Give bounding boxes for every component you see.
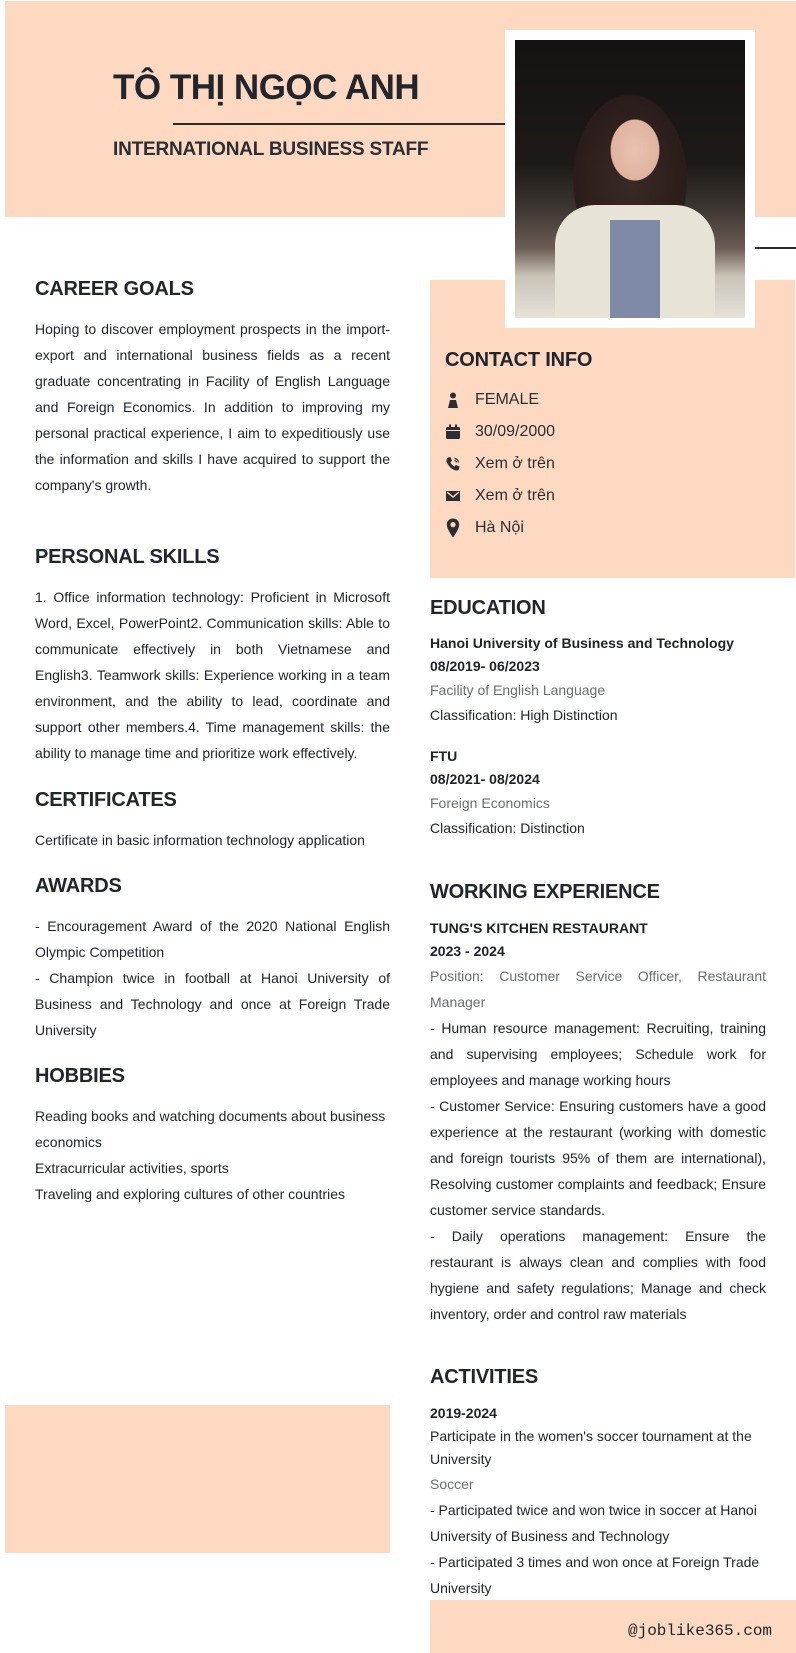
contact-value: Xem ở trên [475, 487, 555, 504]
candidate-name: TÔ THỊ NGỌC ANH [113, 68, 420, 107]
contact-value: Xem ở trên [475, 455, 555, 472]
contact-value: 30/09/2000 [475, 423, 556, 440]
education-item [430, 632, 766, 728]
contact-value: Hà Nội [475, 519, 524, 536]
contact-value: FEMALE [475, 391, 540, 408]
education-major: Facility of English Language [430, 682, 606, 698]
hobby-item: Traveling and exploring cultures of other countries [35, 1186, 345, 1202]
experience-item [430, 917, 766, 1327]
education-major: Foreign Economics [430, 795, 550, 811]
personal-skills-title: PERSONAL SKILLS [35, 546, 220, 568]
hobby-item: Reading books and watching documents about business economics [35, 1108, 386, 1150]
activity-role: Soccer [430, 1476, 474, 1492]
photo-frame [505, 30, 755, 328]
experience-title: WORKING EXPERIENCE [430, 881, 660, 903]
activity-detail: - Participated twice and won twice in soccer at Hanoi University of Business and Technology [430, 1502, 757, 1544]
contact-item-gender [445, 384, 555, 416]
education-item [430, 745, 766, 841]
activity-name: Participate in the women's soccer tournament at the University [430, 1428, 752, 1467]
person-icon [445, 392, 461, 408]
hobby-item: Extracurricular activities, sports [35, 1160, 229, 1176]
school-name: FTU [430, 748, 458, 764]
education-classification: Classification: High Distinction [430, 707, 618, 723]
decorative-block [5, 1405, 390, 1553]
contact-item-birthday [445, 416, 555, 448]
education-classification: Classification: Distinction [430, 820, 585, 836]
contact-item-email[interactable] [445, 480, 555, 512]
personal-skills-text: 1. Office information technology: Proficient in Microsoft Word, Excel, PowerPoint2. Communication skills: Able to communicate effectively in both Vietnamese and English3. Teamwork skills: Experience working in a team environment, and the ability to lead, coordinate and support other members.4. Time management skills: the ability to manage time and prioritize work effectively. [35, 589, 390, 761]
experience-detail: - Customer Service: Ensuring customers have a good experience at the restaurant (working with domestic and foreign tourists 95% of them are international), Resolving customer complaints and feedback; Ensure customer service standards. [430, 1098, 766, 1218]
award-item: - Encouragement Award of the 2020 National English Olympic Competition [35, 918, 390, 960]
activity-period: 2019-2024 [430, 1405, 497, 1421]
experience-position: Position: Customer Service Officer, Restaurant Manager [430, 968, 766, 1010]
calendar-icon [445, 424, 461, 440]
contact-title: CONTACT INFO [445, 349, 593, 371]
contact-item-location [445, 512, 555, 544]
education-period: 08/2019- 06/2023 [430, 658, 540, 674]
certificates-title: CERTIFICATES [35, 789, 177, 811]
certificates-text: Certificate in basic information technology application [35, 832, 365, 848]
activity-item [430, 1402, 766, 1601]
school-name: Hanoi University of Business and Technology [430, 635, 734, 651]
contact-list [445, 384, 555, 544]
activities-title: ACTIVITIES [430, 1366, 539, 1388]
envelope-icon [445, 488, 461, 504]
awards-title: AWARDS [35, 875, 122, 897]
career-goals-title: CAREER GOALS [35, 278, 194, 300]
experience-detail: - Human resource management: Recruiting, training and supervising employees; Schedule work for employees and manage working hours [430, 1020, 766, 1088]
award-item: - Champion twice in football at Hanoi University of Business and Technology and once at Foreign Trade University [35, 970, 390, 1038]
hobbies-list [35, 1103, 390, 1207]
profile-photo [515, 40, 745, 318]
awards-list [35, 913, 390, 1043]
company-name: TUNG'S KITCHEN RESTAURANT [430, 920, 648, 936]
education-title: EDUCATION [430, 597, 546, 619]
education-period: 08/2021- 08/2024 [430, 771, 540, 787]
experience-detail: - Daily operations management: Ensure the restaurant is always clean and complies with food hygiene and safety regulations; Manage and check inventory, order and control raw materials [430, 1228, 766, 1322]
watermark: @joblike365.com [628, 1622, 773, 1640]
experience-period: 2023 - 2024 [430, 943, 505, 959]
phone-icon [445, 456, 461, 472]
map-pin-icon [445, 520, 461, 536]
contact-item-phone[interactable] [445, 448, 555, 480]
career-goals-text: Hoping to discover employment prospects in the import-export and international business fields as a recent graduate concentrating in Facility of English Language and Foreign Economics. In addition to improving my personal practical experience, I aim to expeditiously use the information and skills I have acquired to support the company's growth. [35, 321, 390, 493]
job-title: INTERNATIONAL BUSINESS STAFF [113, 139, 429, 160]
activity-detail: - Participated 3 times and won once at Foreign Trade University [430, 1554, 760, 1596]
header-divider [173, 123, 513, 125]
hobbies-title: HOBBIES [35, 1065, 125, 1087]
